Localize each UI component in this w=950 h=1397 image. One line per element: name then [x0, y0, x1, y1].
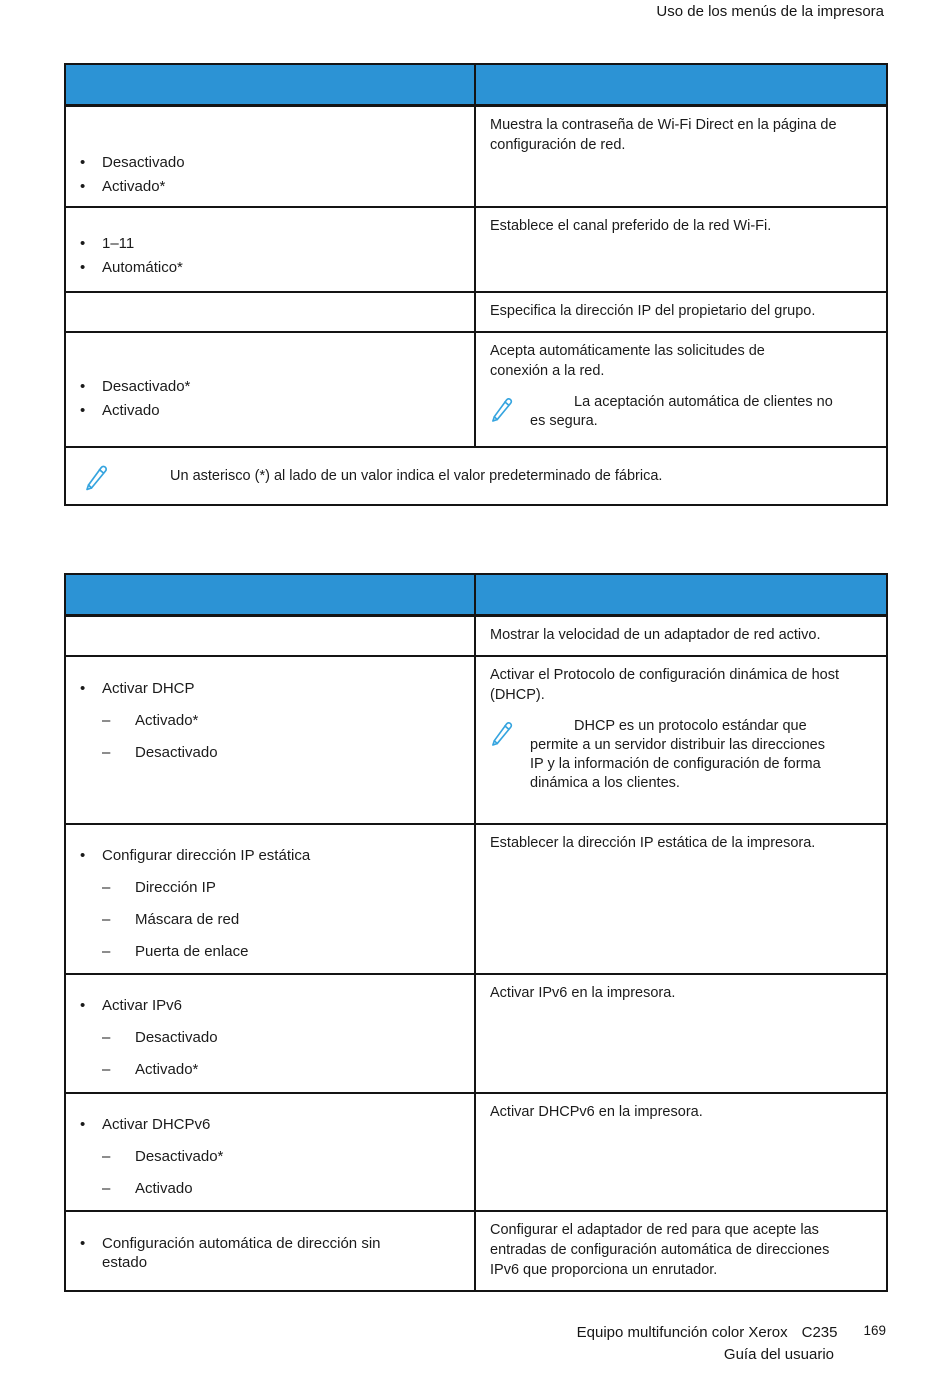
option-item: • Configurar dirección IP estática [80, 846, 462, 865]
option-item: • Desactivado* [80, 377, 462, 396]
description-cell [476, 333, 886, 446]
option-item: • Activar DHCP [80, 679, 462, 698]
table-row [66, 973, 886, 1092]
table-row [66, 1210, 886, 1290]
pencil-icon [84, 461, 110, 492]
footer-product-line [577, 1322, 886, 1343]
option-item: • 1–11 [80, 234, 462, 253]
description-cell [476, 975, 886, 1092]
option-item: • Automático* [80, 258, 462, 277]
sub-option-item: – Máscara de red [102, 910, 462, 929]
footer-model: C235 [801, 1324, 838, 1341]
table2-header-row [66, 575, 886, 615]
note-text: DHCP es un protocolo estándar que permite a un servidor distribuir las direcciones IP y la información de configuración de forma dinámica a los clientes. [530, 718, 825, 791]
table-row [66, 331, 886, 446]
table-row [66, 206, 886, 291]
options-cell [66, 107, 476, 206]
wifi-direct-settings-table [64, 63, 888, 506]
note-block [490, 393, 874, 431]
table-row [66, 1092, 886, 1210]
footer-page-number: 169 [863, 1323, 886, 1338]
description-text: Muestra la contraseña de Wi-Fi Direct en la página de configuración de red. [490, 117, 837, 153]
sub-option-item: – Activado* [102, 1060, 462, 1079]
table1-header-cell-left [66, 65, 476, 104]
options-cell [66, 825, 476, 973]
footnote-cell [66, 448, 886, 504]
network-settings-table [64, 573, 888, 1292]
description-cell [476, 1212, 886, 1290]
option-item: • Activar IPv6 [80, 996, 462, 1015]
table1-header-cell-right [476, 65, 886, 104]
option-item: • Activado [80, 401, 462, 420]
footnote-text: Un asterisco (*) al lado de un valor indica el valor predeterminado de fábrica. [170, 467, 663, 484]
pencil-icon [490, 718, 515, 747]
sub-option-item: – Desactivado [102, 743, 462, 762]
options-cell [66, 975, 476, 1092]
options-cell-empty [66, 293, 476, 331]
description-text: Especifica la dirección IP del propietario del grupo. [490, 303, 816, 319]
table-row [66, 655, 886, 823]
options-cell [66, 1094, 476, 1210]
option-item: • Desactivado [80, 153, 462, 172]
options-cell [66, 208, 476, 291]
description-cell [476, 617, 886, 655]
description-text: Establece el canal preferido de la red Wi-Fi. [490, 218, 772, 234]
description-text: Acepta automáticamente las solicitudes de conexión a la red. [490, 343, 765, 379]
sub-option-item: – Activado* [102, 711, 462, 730]
table-row [66, 105, 886, 206]
description-cell [476, 1094, 886, 1210]
description-cell [476, 293, 886, 331]
option-item: • Activar DHCPv6 [80, 1115, 462, 1134]
option-item: • Activado* [80, 177, 462, 196]
description-cell [476, 107, 886, 206]
options-cell-empty [66, 617, 476, 655]
footer-doc-title: Guía del usuario [723, 1346, 834, 1363]
table-row [66, 823, 886, 973]
description-text: Mostrar la velocidad de un adaptador de red activo. [490, 627, 821, 643]
options-cell [66, 1212, 476, 1290]
description-cell [476, 825, 886, 973]
footer-product-name: Equipo multifunción color Xerox [576, 1324, 788, 1341]
page-footer [577, 1322, 886, 1365]
description-text: Configurar el adaptador de red para que acepte las entradas de configuración automática de direcciones IPv6 que proporciona un enrutador. [490, 1222, 830, 1278]
options-cell [66, 333, 476, 446]
option-item: • Configuración automática de dirección sin estado [80, 1234, 410, 1272]
description-text: Activar el Protocolo de configuración dinámica de host (DHCP). [490, 667, 839, 703]
running-header: Uso de los menús de la impresora [656, 3, 884, 20]
description-cell [476, 657, 886, 823]
table2-header-cell-right [476, 575, 886, 614]
table-row [66, 615, 886, 655]
description-cell [476, 208, 886, 291]
sub-option-item: – Desactivado [102, 1028, 462, 1047]
description-text: Activar IPv6 en la impresora. [490, 985, 676, 1001]
options-cell [66, 657, 476, 823]
table-row [66, 291, 886, 331]
note-text: La aceptación automática de clientes no es segura. [530, 394, 833, 429]
description-text: Establecer la dirección IP estática de la impresora. [490, 835, 816, 851]
pencil-icon [490, 394, 515, 423]
table-footnote-row [66, 446, 886, 504]
table1-header-row [66, 65, 886, 105]
sub-option-item: – Desactivado* [102, 1147, 462, 1166]
description-text: Activar DHCPv6 en la impresora. [490, 1104, 703, 1120]
sub-option-item: – Activado [102, 1179, 462, 1198]
table2-header-cell-left [66, 575, 476, 614]
note-block [490, 717, 874, 793]
sub-option-item: – Dirección IP [102, 878, 462, 897]
sub-option-item: – Puerta de enlace [102, 942, 462, 961]
